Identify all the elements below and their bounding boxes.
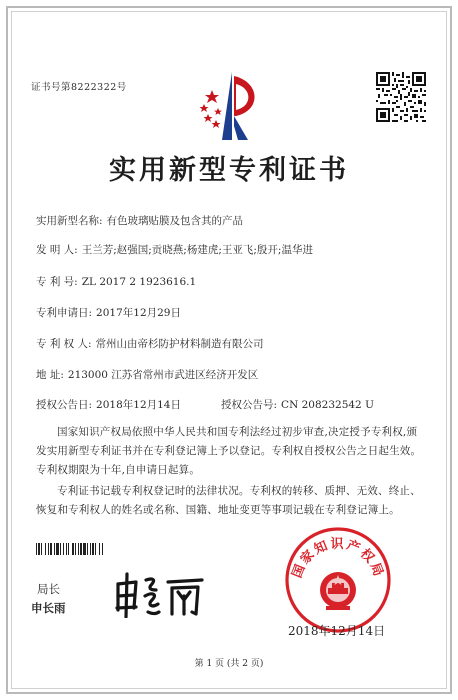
- field-patent-number: [36, 274, 196, 289]
- field-label: 专 利 权 人:: [36, 338, 92, 350]
- field-label: 地 址:: [36, 369, 64, 381]
- field-label: 实用新型名称:: [36, 215, 103, 227]
- qr-code: [376, 72, 426, 122]
- national-emblem-icon: [320, 572, 356, 610]
- field-address: [36, 367, 258, 382]
- page-number: 第 1 页 (共 2 页): [194, 659, 264, 669]
- grant-statement-paragraph: 国家知识产权局依照中华人民共和国专利法经过初步审查,决定授予专利权,颁发实用新型专利证书并在专利登记簿上予以登记。专利权自授权公告之日起生效。专利权期限为十年,自申请日起算。: [36, 426, 422, 476]
- field-publication-number: [221, 397, 374, 412]
- field-patentee: [36, 336, 264, 351]
- seal-text: 国家知识产权局: [289, 537, 387, 581]
- field-label: 授权公告号:: [221, 399, 278, 411]
- seal-date: 2018年12月14日: [288, 624, 386, 638]
- field-value: 有色玻璃贴膜及包含其的产品: [106, 215, 244, 227]
- field-value: 2017年12月29日: [96, 307, 181, 319]
- field-application-date: [36, 305, 181, 320]
- legal-status-paragraph: 专利证书记载专利权登记时的法律状况。专利权的转移、质押、无效、终止、恢复和专利权人的姓名或名称、国籍、地址变更等事项记载在专利登记簿上。: [36, 485, 421, 516]
- barcode: [36, 543, 158, 555]
- field-value: 2018年12月14日: [96, 399, 181, 411]
- field-value: 常州山由帝杉防护材料制造有限公司: [95, 338, 264, 350]
- page-title: 实用新型专利证书: [109, 155, 349, 186]
- cnipa-logo-icon: [196, 70, 266, 142]
- field-label: 授权公告日:: [36, 399, 93, 411]
- field-inventors: [36, 242, 313, 257]
- field-grant-date: [36, 397, 181, 412]
- director-title: 局长: [37, 582, 60, 596]
- official-seal: [282, 524, 394, 636]
- field-label: 专 利 号:: [36, 276, 78, 288]
- field-label: 发 明 人:: [36, 244, 78, 256]
- field-value: 213000 江苏省常州市武进区经济开发区: [67, 369, 259, 381]
- field-value: CN 208232542 U: [281, 399, 374, 411]
- field-utility-model-name: [36, 213, 243, 228]
- director-signature: [112, 570, 207, 618]
- field-value: 王兰芳;赵强国;贡晓燕;杨建虎;王亚飞;殷开;温华进: [81, 244, 313, 256]
- certificate-number: 证书号第8222322号: [31, 82, 127, 93]
- director-name: 申长雨: [31, 601, 66, 615]
- field-value: ZL 2017 2 1923616.1: [81, 276, 197, 288]
- field-label: 专利申请日:: [36, 307, 93, 319]
